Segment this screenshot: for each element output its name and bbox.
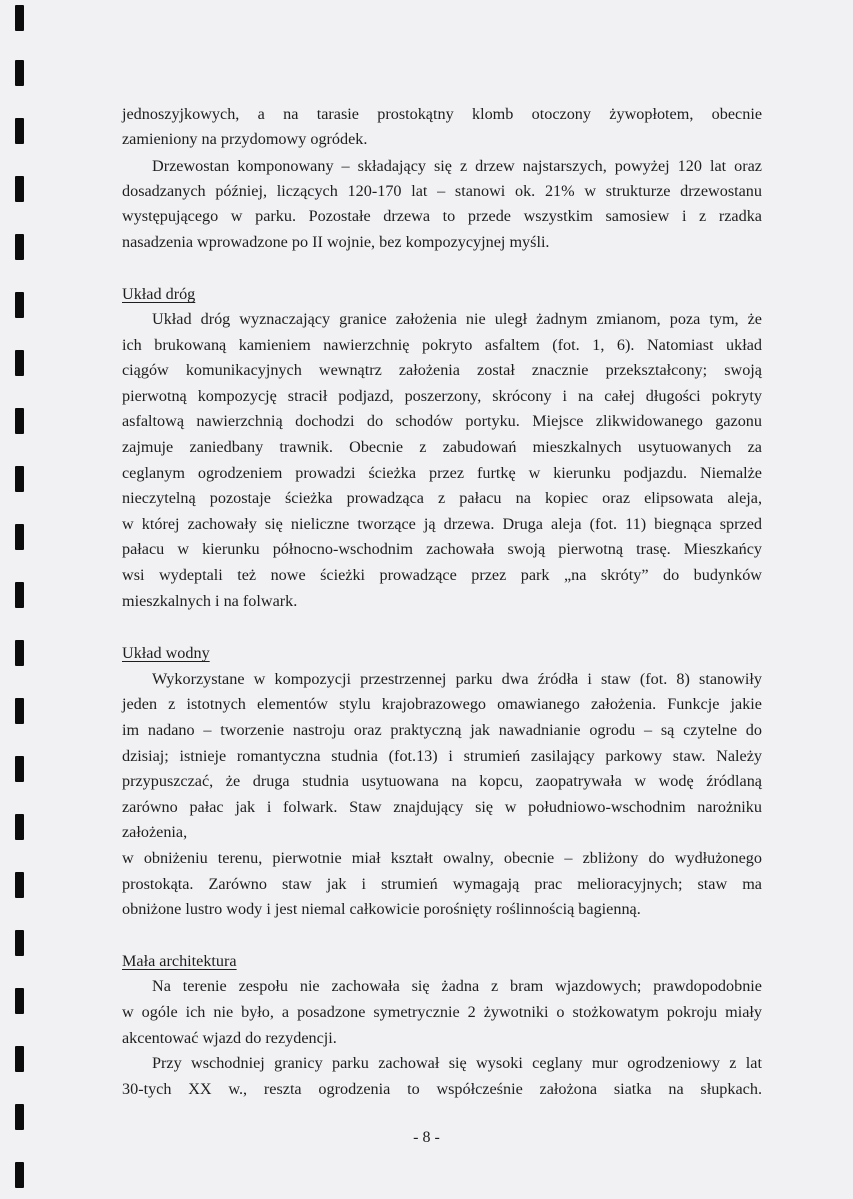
text-line: nieczytelną pozostaje ścieżka prowadząca z pałacu na kopiec oraz elipsowata aleja, [122,489,762,507]
text-line: przypuszczać, że druga studnia usytuowana na kopcu, zaopatrywała w wodę źródlaną [122,772,762,790]
text-line: jeden z istotnych elementów stylu krajobrazowego omawianego założenia. Funkcje jakie [122,695,762,713]
binding-hole [15,640,24,666]
text-line: zamieniony na przydomowy ogródek. [122,130,368,148]
binding-hole [15,524,24,550]
binding-hole [15,5,24,31]
text-line: ceglanym ogrodzeniem prowadzi ścieżka przez furtkę w kierunku podjazdu. Niemalże [122,464,762,482]
binding-hole [15,1162,24,1188]
text-line: mieszkalnych i na folwark. [122,592,298,610]
section-heading: Mała architektura [122,952,237,970]
binding-hole [15,118,24,144]
section-heading: Układ dróg [122,285,196,303]
text-line: Wykorzystane w kompozycji przestrzennej parku dwa źródła i staw (fot. 8) stanowiły [152,670,762,688]
binding-hole [15,1046,24,1072]
text-line: w obniżeniu terenu, pierwotnie miał kształt owalny, obecnie – zbliżony do wydłużonego [122,849,762,867]
binding-hole [15,234,24,260]
binding-hole [15,350,24,376]
binding-hole [15,756,24,782]
binding-hole [15,930,24,956]
text-line: ciągów komunikacyjnych wewnątrz założenia został znacznie przekształcony; swoją [122,361,762,379]
page-number: - 8 - [413,1129,440,1146]
text-line: Na terenie zespołu nie zachowała się żadna z bram wjazdowych; prawdopodobnie [152,977,762,995]
text-line: 30-tych XX w., reszta ogrodzenia to współcześnie założona siatka na słupkach. [122,1080,762,1098]
binding-strip [0,0,40,1199]
binding-hole [15,988,24,1014]
text-line: ich brukowaną kamieniem nawierzchnię pokryto asfaltem (fot. 1, 6). Natomiast układ [122,336,762,354]
binding-hole [15,582,24,608]
binding-hole [15,814,24,840]
text-line: dzisiaj; istnieje romantyczna studnia (fot.13) i strumień zasilający parkowy staw. Należy [122,747,762,765]
text-line: Przy wschodniej granicy parku zachował się wysoki ceglany mur ogrodzeniowy z lat [152,1054,762,1072]
binding-hole [15,872,24,898]
text-line: nasadzenia wprowadzone po II wojnie, bez kompozycyjnej myśli. [122,233,550,251]
text-line: wsi wydeptali też nowe ścieżki prowadzące przez park „na skróty” do budynków [122,566,762,584]
text-line: Drzewostan komponowany – składający się z drzew najstarszych, powyżej 120 lat oraz [152,157,762,175]
binding-hole [15,176,24,202]
text-line: jednoszyjkowych, a na tarasie prostokątny klomb otoczony żywopłotem, obecnie [122,105,762,123]
text-line: pałacu w kierunku północno-wschodnim zachowała swoją pierwotną trasę. Mieszkańcy [122,540,762,558]
text-line: prostokąta. Zarówno staw jak i strumień wymagają prac melioracyjnych; staw ma [122,875,762,893]
text-line: dosadzanych później, liczących 120-170 lat – stanowi ok. 21% w strukturze drzewostanu [122,182,762,200]
binding-hole [15,1104,24,1130]
binding-hole [15,292,24,318]
text-line: Układ dróg wyznaczający granice założenia nie uległ żadnym zmianom, poza tym, że [152,310,762,328]
text-line: założenia, [122,823,188,841]
text-line: w ogóle ich nie było, a posadzone symetrycznie 2 żywotniki o stożkowatym pokroju miały [122,1003,762,1021]
text-line: pierwotną kompozycję stracił podjazd, poszerzony, skrócony i na całej długości pokryty [122,387,762,405]
text-line: obniżone lustro wody i jest niemal całkowicie porośnięty roślinnością bagienną. [122,900,641,918]
text-line: zajmuje zaniedbany trawnik. Obecnie z zabudowań mieszkalnych usytuowanych za [122,438,762,456]
binding-hole [15,408,24,434]
section-heading: Układ wodny [122,644,210,662]
binding-hole [15,60,24,86]
text-line: akcentować wjazd do rezydencji. [122,1029,337,1047]
binding-hole [15,466,24,492]
text-line: im nadano – tworzenie nastroju oraz praktyczną jak nawadnianie ogrodu – są czytelne do [122,721,762,739]
text-line: asfaltową nawierzchnią dochodzi do schodów portyku. Miejsce zlikwidowanego gazonu [122,412,762,430]
text-line: zarówno pałac jak i folwark. Staw znajdujący się w południowo-wschodnim narożniku [122,798,762,816]
text-line: występującego w parku. Pozostałe drzewa to przede wszystkim samosiew i z rzadka [122,207,762,225]
binding-hole [15,698,24,724]
text-line: w której zachowały się nieliczne tworzące ją drzewa. Druga aleja (fot. 11) biegnąca sprzed [122,515,762,533]
